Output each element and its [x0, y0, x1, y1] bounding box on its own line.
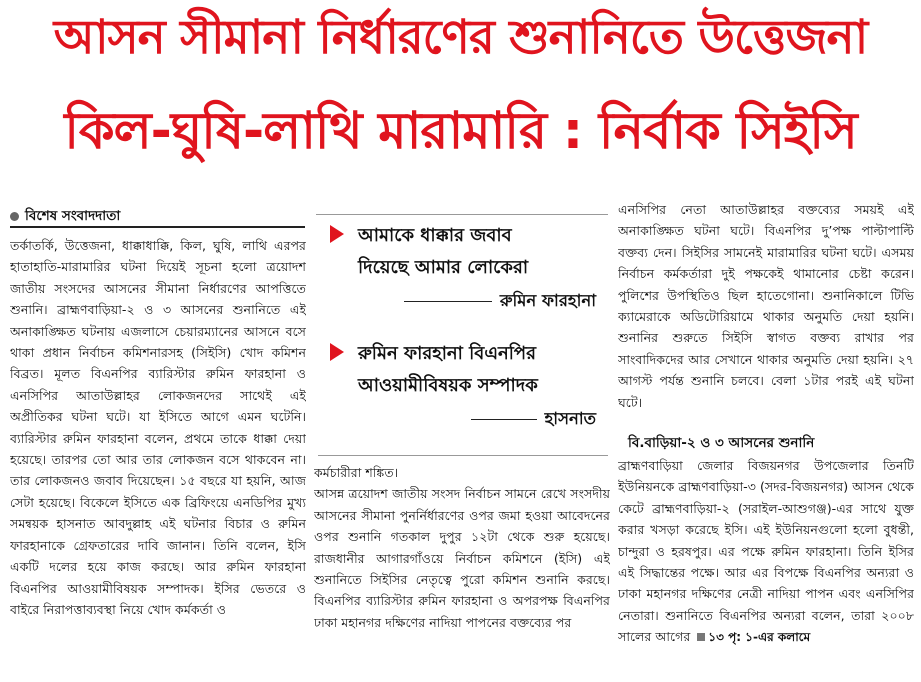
pull-quote-author: হাসনাত — [544, 409, 596, 428]
headline-line-1: আসন সীমানা নির্ধারণের শুনানিতে উত্তেজনা — [53, 10, 868, 65]
article-column-3: এনসিপির নেতা আতাউল্লাহর বক্তব্যের সময়ই এই অনাকাঙ্ক্ষিত ঘটনা ঘটে। বিএনপির দু’পক্ষ পাল্টাপাল্টি বক্তব্য দেন। সিইসির সামনেই মারামারির ঘটনা ঘটে। এসময় নির্বাচন কর্মকর্তারা দুই পক্ষকেই থামানোর চেষ্টা করেন। পুলিশের উপস্থিতিও ছিল হাতেগোনা। শুনানিকালে টিভি ক্যামেরাকে অডিটোরিয়ামে থাকার অনুমতি দেয়া হয়নি। শুনানির শুরুতে সিইসি স্বাগত বক্তব্য রাখার পর সাংবাদিকদের আর সেখানে থাকার অনুমতি দেয়া হয়নি। ২৭ আগস্ট পর্যন্ত শুনানি চলবে। বেলা ১টার পরই এই ঘটনা ঘটে। — [618, 202, 914, 410]
jump-square-icon — [697, 633, 705, 641]
byline — [10, 205, 120, 228]
pull-quote-text: আমাকে ধাক্কার জবাব দিয়েছে আমার লোকেরা — [358, 225, 529, 278]
column-3-continued-text: ব্রাহ্মণবাড়িয়া জেলার বিজয়নগর উপজেলার তিনটি ইউনিয়নকে ব্রাহ্মণবাড়িয়া-৩ (সদর-বিজয়নগর) আসন থেকে কেটে ব্রাহ্মণবাড়িয়া-২ (সরাইল-আশুগঞ্জ)-এর সাথে যুক্ত করার খসড়া করেছে ইসি। এই ইউনিয়নগুলো হলো বুধন্তী, চান্দুরা ও হরষপুর। এর পক্ষে রুমিন ফারহানা। তিনি ইসির এই সিদ্ধান্তের পক্ষে। আর এর বিপক্ষে বিএনপির অন্যরা ও ঢাকা মহানগর দক্ষিণের নেত্রী নাদিয়া পাপন এবং এনসিপির নেতারা। শুনানিতে বিএনপির অন্যরা বলেন, তারা ২০০৮ সালের আগের — [618, 458, 914, 645]
pull-quote-author-line — [330, 288, 600, 315]
pull-quote-2 — [330, 338, 600, 433]
red-arrow-icon — [330, 343, 344, 361]
byline-rule — [10, 226, 305, 228]
pull-quote-author-line — [330, 406, 600, 433]
subheading: বি.বাড়িয়া-২ ও ৩ আসনের শুনানি — [628, 435, 815, 451]
author-dash — [404, 301, 492, 302]
pull-quote-text: রুমিন ফারহানা বিএনপির আওয়ামীবিষয়ক সম্পাদক — [358, 343, 538, 396]
byline-text: বিশেষ সংবাদদাতা — [25, 208, 121, 224]
article-column-3-continued — [618, 455, 914, 675]
pull-quote-box-top — [316, 214, 608, 215]
article-column-1: তর্কাতর্কি, উত্তেজনা, ধাক্কাধাক্কি, কিল, ঘুষি, লাথি এরপর হাতাহাতি-মারামারির ঘটনা দিয়েই সূচনা হলো ত্রয়োদশ জাতীয় সংসদের আসনের সীমানা নির্ধারণের আপত্তিতে শুনানি। ব্রাহ্মণবাড়িয়া-২ ও ৩ আসনের শুনানিতে এই অনাকাঙ্ক্ষিত ঘটনায় এজলাসে চেয়ারম্যানের আসনে বসে থাকা প্রধান নির্বাচন কমিশনারসহ (সিইসি) খোদ কমিশন বিব্রত। মূলত বিএনপির ব্যারিস্টার রুমিন ফারহানা ও এনসিপির আতাউল্লাহর লোকজনদের সাথেই এই অপ্রীতিকর ঘটনা ঘটে। যা ইসিতে আগে এমন ঘটেনি। ব্যারিস্টার রুমিন ফারহানা বলেন, প্রথমে তাকে ধাক্কা দেয়া হয়েছে। তারপর তো আর তার লোকজন বসে থাকবেন না। তার লোকজনও জবাব দিয়েছেন। ১৫ বছরে যা হয়নি, আজ সেটা হয়েছে। বিকেলে ইসিতে এক ব্রিফিংয়ে এনডিপির মুখ্য সমন্বয়ক হাসনাত আবদুল্লাহ এই ঘটনার বিচার ও রুমিন ফারহানাকে গ্রেফতারের দাবি জানান। তিনি বলেন, ইসি একটি দলের হয়ে কাজ করছে। আর রুমিন ফারহানা বিএনপির আওয়ামীবিষয়ক সম্পাদক। ইসির ভেতরে ও বাইরে নিরাপত্তাব্যবস্থা নিয়ে খোদ কর্মকর্তা ও — [10, 238, 306, 617]
jump-reference[interactable]: ১৩ পৃ: ১-এর কলামে — [708, 630, 811, 645]
pull-quote-author: রুমিন ফারহানা — [499, 291, 596, 310]
author-dash — [471, 419, 537, 420]
pull-quote-1 — [330, 220, 600, 315]
article-column-2: কর্মচারীরা শঙ্কিত। আসন্ন ত্রয়োদশ জাতীয় সংসদ নির্বাচন সামনে রেখে সংসদীয় আসনের সীমানা পুনর্নির্ধারণের ওপর জমা হওয়া আবেদনের ওপর শুনানি গতকাল দুপুর ১২টা থেকে শুরু হয়েছে। রাজধানীর আগারগাঁওয়ে নির্বাচন কমিশনে (ইসি) এই শুনানিতে সিইসির নেতৃত্বে পুরো কমিশন শুনানি করছে। বিএনপির ব্যারিস্টার রুমিন ফারহানা ও অপরপক্ষ বিএনপির ঢাকা মহানগর দক্ষিণের নাদিয়া পাপনের বক্তব্যের পর — [314, 465, 610, 630]
headline-line-2: কিল-ঘুষি-লাথি মারামারি : নির্বাক সিইসি — [64, 102, 857, 161]
red-arrow-icon — [330, 225, 344, 243]
column-2-rule — [318, 455, 608, 456]
bullet-icon — [10, 212, 19, 221]
